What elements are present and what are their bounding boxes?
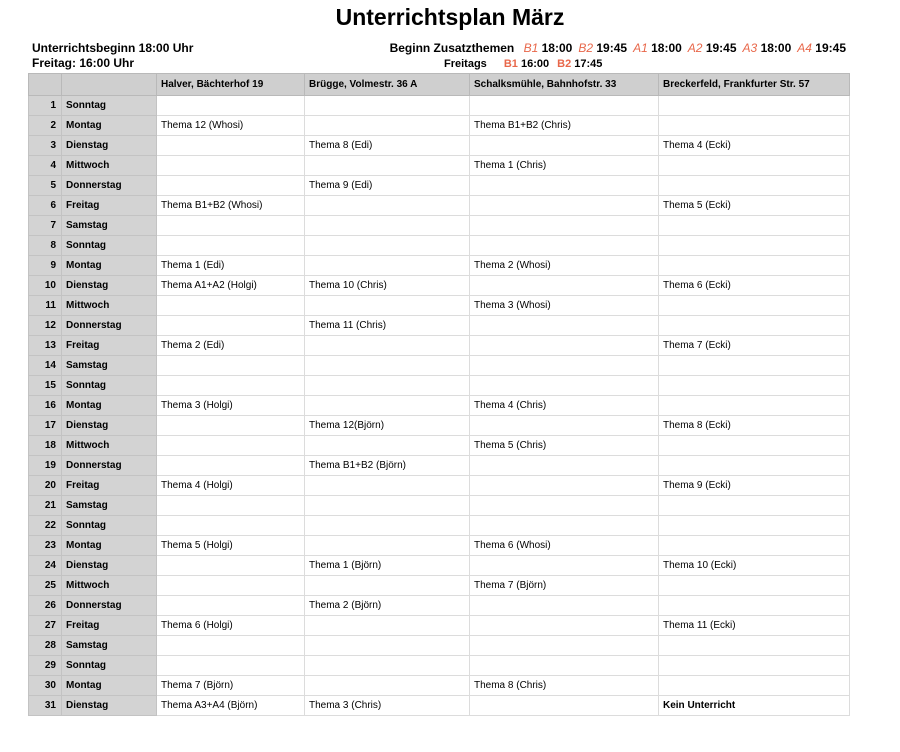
day-cell: 31 — [29, 696, 62, 716]
halver-cell — [157, 136, 305, 156]
weekday-cell: Dienstag — [62, 136, 157, 156]
schalksmuehle-cell — [470, 316, 659, 336]
breckerfeld-cell: Thema 6 (Ecki) — [659, 276, 850, 296]
weekday-cell: Dienstag — [62, 276, 157, 296]
extra-topic-slot — [688, 41, 737, 55]
schalksmuehle-cell: Thema 4 (Chris) — [470, 396, 659, 416]
extra-topic-slot-time: 19:45 — [596, 41, 628, 55]
breckerfeld-cell: Thema 4 (Ecki) — [659, 136, 850, 156]
halver-cell — [157, 96, 305, 116]
weekday-cell: Sonntag — [62, 656, 157, 676]
weekday-cell: Donnerstag — [62, 456, 157, 476]
bruegge-cell — [305, 236, 470, 256]
bruegge-cell — [305, 516, 470, 536]
table-row — [29, 316, 850, 336]
bruegge-cell — [305, 616, 470, 636]
page-title: Unterrichtsplan März — [335, 4, 565, 30]
halver-cell — [157, 316, 305, 336]
extra-topic-slot-code: B2 — [578, 41, 594, 55]
header-bruegge: Brügge, Volmestr. 36 A — [305, 74, 470, 96]
table-row — [29, 156, 850, 176]
weekday-cell: Mittwoch — [62, 436, 157, 456]
breckerfeld-cell — [659, 596, 850, 616]
header-breckerfeld: Breckerfeld, Frankfurter Str. 57 — [659, 74, 850, 96]
weekday-cell: Montag — [62, 116, 157, 136]
weekday-cell: Dienstag — [62, 416, 157, 436]
weekday-cell: Freitag — [62, 616, 157, 636]
bruegge-cell — [305, 336, 470, 356]
weekday-cell: Freitag — [62, 336, 157, 356]
weekday-cell: Donnerstag — [62, 316, 157, 336]
breckerfeld-cell — [659, 436, 850, 456]
table-row — [29, 556, 850, 576]
table-row — [29, 136, 850, 156]
extra-topic-slot — [524, 41, 573, 55]
schalksmuehle-cell — [470, 236, 659, 256]
weekday-cell: Mittwoch — [62, 296, 157, 316]
breckerfeld-cell — [659, 516, 850, 536]
weekday-cell: Donnerstag — [62, 176, 157, 196]
day-cell: 14 — [29, 356, 62, 376]
bruegge-cell: Thema 11 (Chris) — [305, 316, 470, 336]
day-cell: 22 — [29, 516, 62, 536]
halver-cell — [157, 456, 305, 476]
bruegge-cell: Thema 1 (Björn) — [305, 556, 470, 576]
day-cell: 4 — [29, 156, 62, 176]
weekday-cell: Montag — [62, 396, 157, 416]
schalksmuehle-cell — [470, 276, 659, 296]
breckerfeld-cell — [659, 396, 850, 416]
weekday-cell: Freitag — [62, 476, 157, 496]
friday-topic-slot-time: 16:00 — [520, 58, 550, 70]
bruegge-cell — [305, 96, 470, 116]
breckerfeld-cell — [659, 256, 850, 276]
bruegge-cell — [305, 636, 470, 656]
table-row — [29, 336, 850, 356]
table-row — [29, 176, 850, 196]
schalksmuehle-cell — [470, 136, 659, 156]
day-cell: 1 — [29, 96, 62, 116]
halver-cell: Thema 4 (Holgi) — [157, 476, 305, 496]
breckerfeld-cell: Thema 10 (Ecki) — [659, 556, 850, 576]
weekday-cell: Sonntag — [62, 376, 157, 396]
day-cell: 18 — [29, 436, 62, 456]
extra-topic-slot-time: 18:00 — [541, 41, 573, 55]
breckerfeld-cell — [659, 216, 850, 236]
day-cell: 15 — [29, 376, 62, 396]
day-cell: 16 — [29, 396, 62, 416]
bruegge-cell — [305, 396, 470, 416]
friday-label: Freitags — [444, 58, 487, 70]
breckerfeld-cell — [659, 356, 850, 376]
header-day — [29, 74, 62, 96]
extra-topic-slot-time: 19:45 — [815, 41, 846, 55]
day-cell: 6 — [29, 196, 62, 216]
table-header-row — [29, 74, 850, 96]
weekday-cell: Montag — [62, 536, 157, 556]
halver-cell: Thema 1 (Edi) — [157, 256, 305, 276]
bruegge-cell — [305, 376, 470, 396]
table-row — [29, 436, 850, 456]
bruegge-cell — [305, 296, 470, 316]
halver-cell: Thema 12 (Whosi) — [157, 116, 305, 136]
weekday-cell: Mittwoch — [62, 576, 157, 596]
table-row — [29, 616, 850, 636]
table-row — [29, 236, 850, 256]
day-cell: 17 — [29, 416, 62, 436]
halver-cell — [157, 576, 305, 596]
table-row — [29, 216, 850, 236]
weekday-cell: Montag — [62, 676, 157, 696]
extra-topic-slot-time: 18:00 — [651, 41, 682, 55]
table-row — [29, 596, 850, 616]
breckerfeld-cell: Thema 11 (Ecki) — [659, 616, 850, 636]
schalksmuehle-cell — [470, 636, 659, 656]
day-cell: 12 — [29, 316, 62, 336]
breckerfeld-cell — [659, 576, 850, 596]
day-cell: 26 — [29, 596, 62, 616]
day-cell: 25 — [29, 576, 62, 596]
halver-cell — [157, 636, 305, 656]
table-row — [29, 96, 850, 116]
schalksmuehle-cell — [470, 476, 659, 496]
bruegge-cell: Thema B1+B2 (Björn) — [305, 456, 470, 476]
weekday-cell: Samstag — [62, 496, 157, 516]
bruegge-cell — [305, 576, 470, 596]
halver-cell: Thema A1+A2 (Holgi) — [157, 276, 305, 296]
halver-cell — [157, 356, 305, 376]
table-row — [29, 376, 850, 396]
weekday-cell: Freitag — [62, 196, 157, 216]
header-schalksmuehle: Schalksmühle, Bahnhofstr. 33 — [470, 74, 659, 96]
day-cell: 5 — [29, 176, 62, 196]
breckerfeld-cell: Thema 7 (Ecki) — [659, 336, 850, 356]
breckerfeld-cell — [659, 376, 850, 396]
bruegge-cell — [305, 656, 470, 676]
table-row — [29, 276, 850, 296]
lesson-start-info: Unterrichtsbeginn 18:00 Uhr — [32, 41, 194, 55]
weekday-cell: Sonntag — [62, 516, 157, 536]
weekday-cell: Dienstag — [62, 556, 157, 576]
schalksmuehle-cell: Thema 6 (Whosi) — [470, 536, 659, 556]
schalksmuehle-cell — [470, 336, 659, 356]
schalksmuehle-cell: Thema B1+B2 (Chris) — [470, 116, 659, 136]
schalksmuehle-cell: Thema 3 (Whosi) — [470, 296, 659, 316]
table-row — [29, 296, 850, 316]
table-row — [29, 396, 850, 416]
halver-cell: Thema 2 (Edi) — [157, 336, 305, 356]
friday-topic-slot-time: 17:45 — [574, 58, 603, 70]
extra-topic-slot-code: A3 — [742, 41, 758, 55]
weekday-cell: Donnerstag — [62, 596, 157, 616]
schalksmuehle-cell — [470, 516, 659, 536]
breckerfeld-cell — [659, 676, 850, 696]
day-cell: 27 — [29, 616, 62, 636]
bruegge-cell: Thema 2 (Björn) — [305, 596, 470, 616]
weekday-cell: Samstag — [62, 216, 157, 236]
table-row — [29, 356, 850, 376]
bruegge-cell — [305, 536, 470, 556]
header-halver: Halver, Bächterhof 19 — [157, 74, 305, 96]
friday-topic-slot-code: B2 — [557, 58, 572, 70]
day-cell: 9 — [29, 256, 62, 276]
halver-cell — [157, 376, 305, 396]
schalksmuehle-cell — [470, 416, 659, 436]
halver-cell — [157, 496, 305, 516]
bruegge-cell — [305, 476, 470, 496]
weekday-cell: Samstag — [62, 356, 157, 376]
bruegge-cell: Thema 3 (Chris) — [305, 696, 470, 716]
table-row — [29, 476, 850, 496]
extra-topic-slot-time: 19:45 — [705, 41, 737, 55]
schalksmuehle-cell: Thema 7 (Björn) — [470, 576, 659, 596]
day-cell: 23 — [29, 536, 62, 556]
schalksmuehle-cell — [470, 556, 659, 576]
halver-cell: Thema 6 (Holgi) — [157, 616, 305, 636]
day-cell: 2 — [29, 116, 62, 136]
halver-cell — [157, 416, 305, 436]
breckerfeld-cell — [659, 176, 850, 196]
day-cell: 30 — [29, 676, 62, 696]
weekday-cell: Dienstag — [62, 696, 157, 716]
halver-cell — [157, 236, 305, 256]
day-cell: 21 — [29, 496, 62, 516]
schalksmuehle-cell — [470, 356, 659, 376]
table-row — [29, 416, 850, 436]
table-row — [29, 576, 850, 596]
halver-cell — [157, 176, 305, 196]
table-row — [29, 536, 850, 556]
table-row — [29, 516, 850, 536]
table-row — [29, 636, 850, 656]
table-row — [29, 496, 850, 516]
bruegge-cell — [305, 496, 470, 516]
friday-start-info: Freitag: 16:00 Uhr — [32, 56, 135, 70]
day-cell: 7 — [29, 216, 62, 236]
schalksmuehle-cell — [470, 616, 659, 636]
day-cell: 10 — [29, 276, 62, 296]
schalksmuehle-cell — [470, 176, 659, 196]
bruegge-cell: Thema 12(Björn) — [305, 416, 470, 436]
bruegge-cell: Thema 9 (Edi) — [305, 176, 470, 196]
schalksmuehle-cell — [470, 216, 659, 236]
schedule-table — [28, 73, 850, 716]
breckerfeld-cell — [659, 496, 850, 516]
breckerfeld-cell: Thema 8 (Ecki) — [659, 416, 850, 436]
breckerfeld-cell — [659, 656, 850, 676]
breckerfeld-cell — [659, 236, 850, 256]
weekday-cell: Sonntag — [62, 236, 157, 256]
halver-cell — [157, 436, 305, 456]
breckerfeld-cell: Thema 5 (Ecki) — [659, 196, 850, 216]
schalksmuehle-cell: Thema 8 (Chris) — [470, 676, 659, 696]
halver-cell — [157, 156, 305, 176]
bruegge-cell — [305, 436, 470, 456]
breckerfeld-cell: Kein Unterricht — [659, 696, 850, 716]
schalksmuehle-cell — [470, 196, 659, 216]
table-row — [29, 256, 850, 276]
bruegge-cell — [305, 676, 470, 696]
friday-extra-topics-info — [444, 58, 602, 70]
bruegge-cell — [305, 116, 470, 136]
breckerfeld-cell — [659, 636, 850, 656]
schalksmuehle-cell — [470, 456, 659, 476]
halver-cell — [157, 296, 305, 316]
day-cell: 8 — [29, 236, 62, 256]
schalksmuehle-cell — [470, 656, 659, 676]
extra-topic-slot-code: A4 — [797, 41, 812, 55]
schalksmuehle-cell: Thema 1 (Chris) — [470, 156, 659, 176]
extra-topic-slot-time: 18:00 — [760, 41, 792, 55]
day-cell: 20 — [29, 476, 62, 496]
halver-cell: Thema 3 (Holgi) — [157, 396, 305, 416]
extra-topics-info — [390, 41, 846, 55]
breckerfeld-cell — [659, 456, 850, 476]
table-row — [29, 676, 850, 696]
day-cell: 24 — [29, 556, 62, 576]
friday-topic-slot — [557, 58, 602, 70]
extra-topic-slot — [743, 41, 792, 55]
weekday-cell: Sonntag — [62, 96, 157, 116]
header-weekday — [62, 74, 157, 96]
weekday-cell: Mittwoch — [62, 156, 157, 176]
bruegge-cell — [305, 196, 470, 216]
breckerfeld-cell — [659, 536, 850, 556]
friday-topic-slot-code: B1 — [503, 58, 518, 70]
bruegge-cell — [305, 156, 470, 176]
halver-cell — [157, 656, 305, 676]
bruegge-cell — [305, 256, 470, 276]
schalksmuehle-cell — [470, 496, 659, 516]
breckerfeld-cell — [659, 116, 850, 136]
breckerfeld-cell — [659, 96, 850, 116]
schalksmuehle-cell: Thema 5 (Chris) — [470, 436, 659, 456]
halver-cell — [157, 216, 305, 236]
bruegge-cell: Thema 10 (Chris) — [305, 276, 470, 296]
extra-topics-label: Beginn Zusatzthemen — [389, 41, 515, 55]
extra-topic-slot — [578, 41, 627, 55]
breckerfeld-cell — [659, 156, 850, 176]
schalksmuehle-cell — [470, 376, 659, 396]
breckerfeld-cell: Thema 9 (Ecki) — [659, 476, 850, 496]
day-cell: 3 — [29, 136, 62, 156]
schalksmuehle-cell — [470, 696, 659, 716]
schalksmuehle-cell — [470, 96, 659, 116]
weekday-cell: Montag — [62, 256, 157, 276]
table-row — [29, 696, 850, 716]
bruegge-cell: Thema 8 (Edi) — [305, 136, 470, 156]
halver-cell — [157, 596, 305, 616]
table-row — [29, 456, 850, 476]
table-row — [29, 196, 850, 216]
friday-topic-slot — [504, 58, 549, 70]
weekday-cell: Samstag — [62, 636, 157, 656]
breckerfeld-cell — [659, 296, 850, 316]
day-cell: 29 — [29, 656, 62, 676]
halver-cell: Thema B1+B2 (Whosi) — [157, 196, 305, 216]
halver-cell: Thema 7 (Björn) — [157, 676, 305, 696]
day-cell: 11 — [29, 296, 62, 316]
schalksmuehle-cell — [470, 596, 659, 616]
bruegge-cell — [305, 356, 470, 376]
day-cell: 19 — [29, 456, 62, 476]
breckerfeld-cell — [659, 316, 850, 336]
table-row — [29, 116, 850, 136]
halver-cell: Thema 5 (Holgi) — [157, 536, 305, 556]
halver-cell — [157, 516, 305, 536]
day-cell: 28 — [29, 636, 62, 656]
extra-topic-slot-code: A1 — [633, 41, 648, 55]
extra-topic-slot — [633, 41, 682, 55]
schalksmuehle-cell: Thema 2 (Whosi) — [470, 256, 659, 276]
table-row — [29, 656, 850, 676]
extra-topic-slot-code: A2 — [687, 41, 703, 55]
halver-cell — [157, 556, 305, 576]
extra-topic-slot — [797, 41, 846, 55]
halver-cell: Thema A3+A4 (Björn) — [157, 696, 305, 716]
extra-topic-slot-code: B1 — [523, 41, 539, 55]
bruegge-cell — [305, 216, 470, 236]
day-cell: 13 — [29, 336, 62, 356]
